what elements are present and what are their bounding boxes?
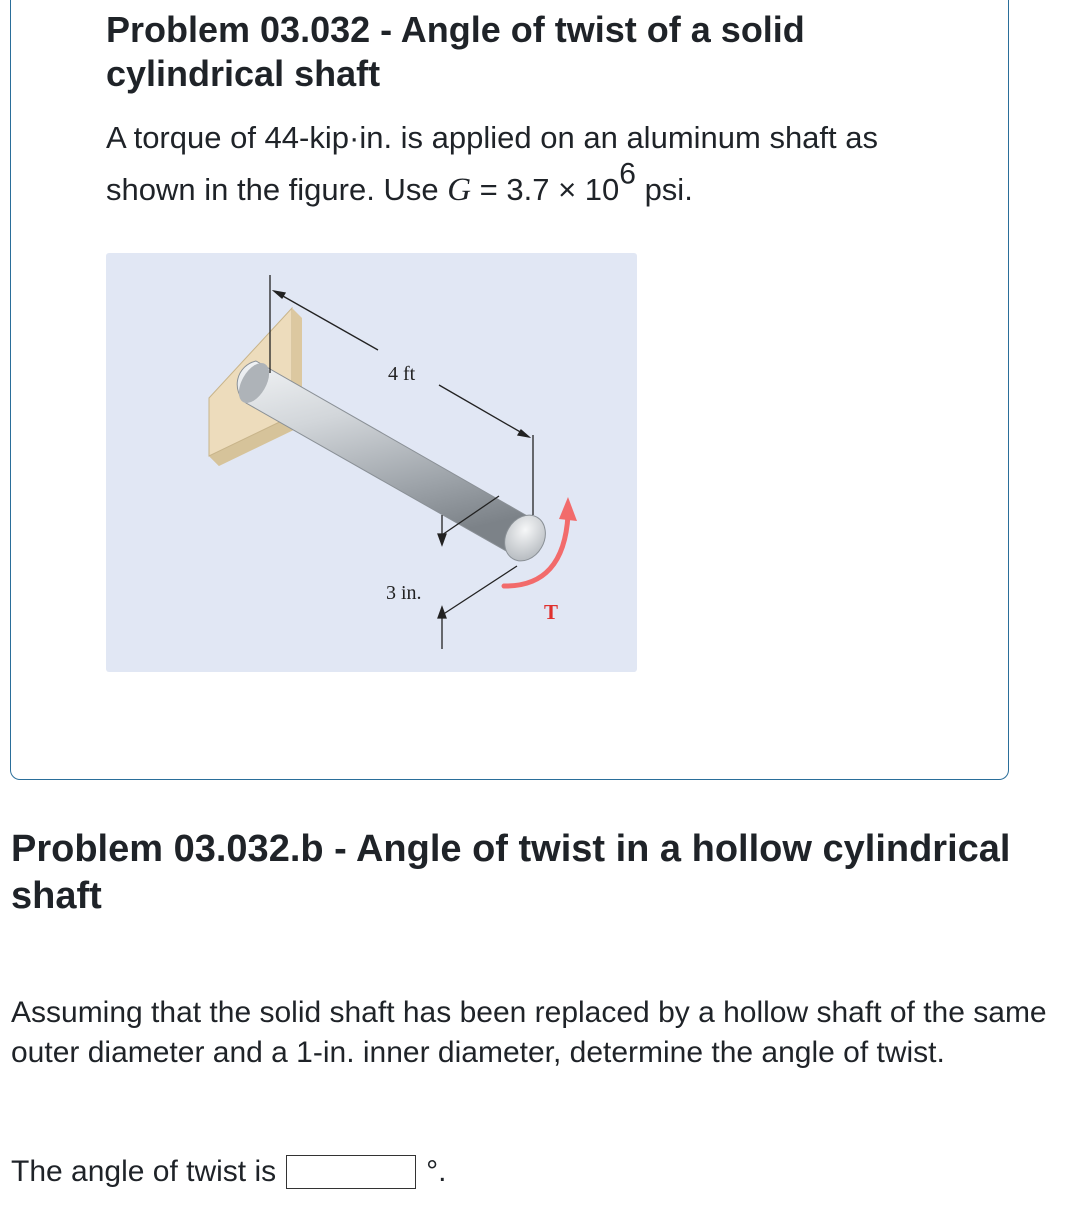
- shaft-diagram: [106, 253, 637, 672]
- part-b-title: Problem 03.032.b - Angle of twist in a hollow cylindrical shaft: [11, 828, 1011, 917]
- g-exponent: 6: [619, 157, 636, 191]
- shaft: [233, 358, 554, 568]
- angle-of-twist-input[interactable]: [286, 1155, 416, 1189]
- problem-statement: [106, 112, 966, 216]
- answer-unit: °.: [426, 1155, 447, 1188]
- problem-title: Problem 03.032 - Angle of twist of a solid cylindrical shaft: [106, 9, 805, 94]
- answer-label: The angle of twist is: [11, 1155, 277, 1188]
- problem-text: A torque of 44-kip·in. is applied on an aluminum shaft as shown in the figure. Use: [106, 120, 879, 207]
- shaft-figure: [106, 253, 637, 672]
- problem-card: [10, 0, 1009, 780]
- g-value: = 3.7 × 10: [471, 172, 620, 207]
- part-b-text: Assuming that the solid shaft has been replaced by a hollow shaft of the same outer diameter and a 1-in. inner diameter, determine the angle of twist.: [11, 996, 1047, 1069]
- torque-label: T: [544, 600, 559, 624]
- diameter-label: 3 in.: [386, 582, 422, 604]
- g-unit: psi.: [635, 172, 693, 207]
- g-symbol: G: [447, 172, 472, 208]
- answer-row: [11, 1150, 446, 1194]
- length-label: 4 ft: [388, 363, 416, 385]
